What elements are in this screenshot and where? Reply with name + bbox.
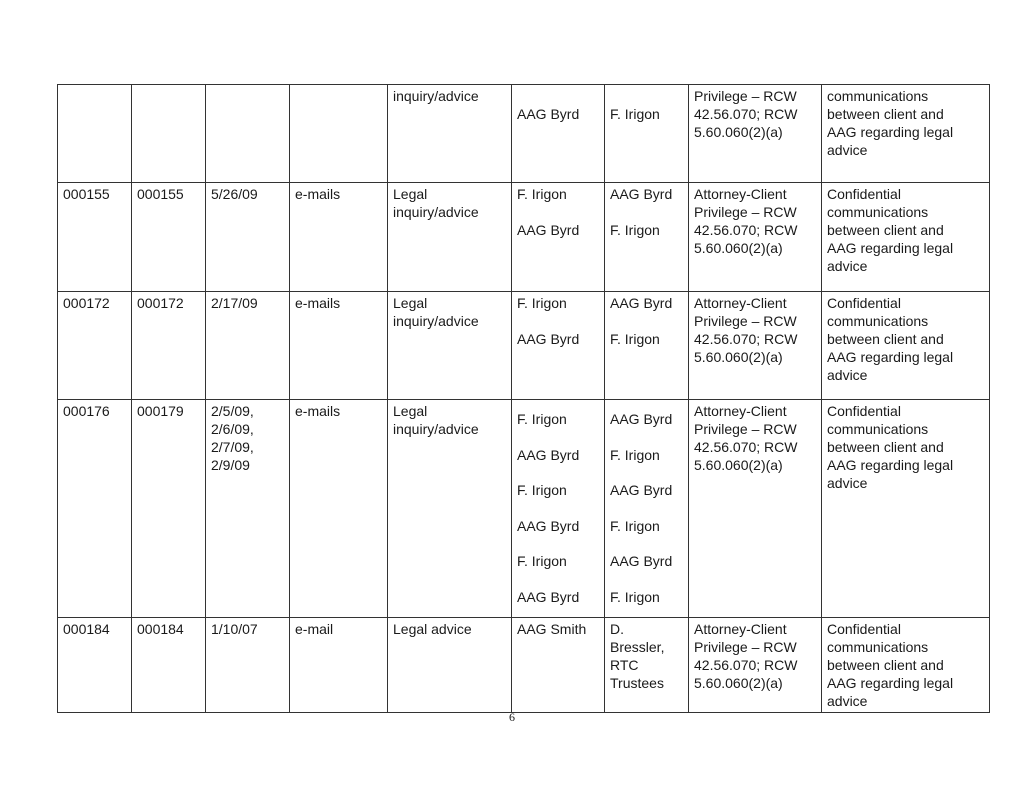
description-cell: Confidential communications between client and AAG regarding legal advice: [822, 400, 990, 618]
recipient-cell: AAG Byrd F. Irigon AAG Byrd F. Irigon AAG Byrd F. Irigon: [605, 400, 689, 618]
subject-cell: Legal advice: [388, 618, 512, 713]
doc-type-cell: e-mails: [290, 292, 388, 400]
author-cell: F. Irigon AAG Byrd: [512, 183, 605, 292]
begin-bates-cell: 000184: [58, 618, 132, 713]
recipient-cell: F. Irigon: [605, 85, 689, 183]
privilege-basis-cell: Privilege – RCW 42.56.070; RCW 5.60.060(2)(a): [689, 85, 822, 183]
description-cell: Confidential communications between client and AAG regarding legal advice: [822, 292, 990, 400]
end-bates-cell: 000184: [132, 618, 206, 713]
subject-cell: inquiry/advice: [388, 85, 512, 183]
end-bates-cell: 000172: [132, 292, 206, 400]
end-bates-cell: [132, 85, 206, 183]
table-row: [58, 618, 990, 713]
date-cell: 1/10/07: [206, 618, 290, 713]
doc-type-cell: [290, 85, 388, 183]
table-row: [58, 85, 990, 183]
doc-type-cell: e-mail: [290, 618, 388, 713]
doc-type-cell: e-mails: [290, 400, 388, 618]
date-cell: 2/17/09: [206, 292, 290, 400]
author-cell: F. Irigon AAG Byrd F. Irigon AAG Byrd F. Irigon AAG Byrd: [512, 400, 605, 618]
begin-bates-cell: 000155: [58, 183, 132, 292]
begin-bates-cell: 000176: [58, 400, 132, 618]
recipient-cell: AAG Byrd F. Irigon: [605, 183, 689, 292]
end-bates-cell: 000155: [132, 183, 206, 292]
begin-bates-cell: [58, 85, 132, 183]
subject-cell: Legal inquiry/advice: [388, 292, 512, 400]
description-cell: Confidential communications between client and AAG regarding legal advice: [822, 618, 990, 713]
table-row: [58, 183, 990, 292]
privilege-basis-cell: Attorney-Client Privilege – RCW 42.56.070; RCW 5.60.060(2)(a): [689, 292, 822, 400]
date-cell: 2/5/09, 2/6/09, 2/7/09, 2/9/09: [206, 400, 290, 618]
description-cell: Confidential communications between client and AAG regarding legal advice: [822, 183, 990, 292]
recipient-cell: AAG Byrd F. Irigon: [605, 292, 689, 400]
subject-cell: Legal inquiry/advice: [388, 400, 512, 618]
page-number: 6: [509, 710, 515, 724]
recipient-cell: D. Bressler, RTC Trustees: [605, 618, 689, 713]
author-cell: F. Irigon AAG Byrd: [512, 292, 605, 400]
begin-bates-cell: 000172: [58, 292, 132, 400]
description-cell: communications between client and AAG regarding legal advice: [822, 85, 990, 183]
privilege-basis-cell: Attorney-Client Privilege – RCW 42.56.070; RCW 5.60.060(2)(a): [689, 618, 822, 713]
doc-type-cell: e-mails: [290, 183, 388, 292]
author-cell: AAG Byrd: [512, 85, 605, 183]
author-cell: AAG Smith: [512, 618, 605, 713]
end-bates-cell: 000179: [132, 400, 206, 618]
date-cell: 5/26/09: [206, 183, 290, 292]
table-row: [58, 400, 990, 618]
privilege-basis-cell: Attorney-Client Privilege – RCW 42.56.070; RCW 5.60.060(2)(a): [689, 183, 822, 292]
privilege-basis-cell: Attorney-Client Privilege – RCW 42.56.070; RCW 5.60.060(2)(a): [689, 400, 822, 618]
date-cell: [206, 85, 290, 183]
privilege-log-table: [57, 84, 990, 713]
subject-cell: Legal inquiry/advice: [388, 183, 512, 292]
table-row: [58, 292, 990, 400]
